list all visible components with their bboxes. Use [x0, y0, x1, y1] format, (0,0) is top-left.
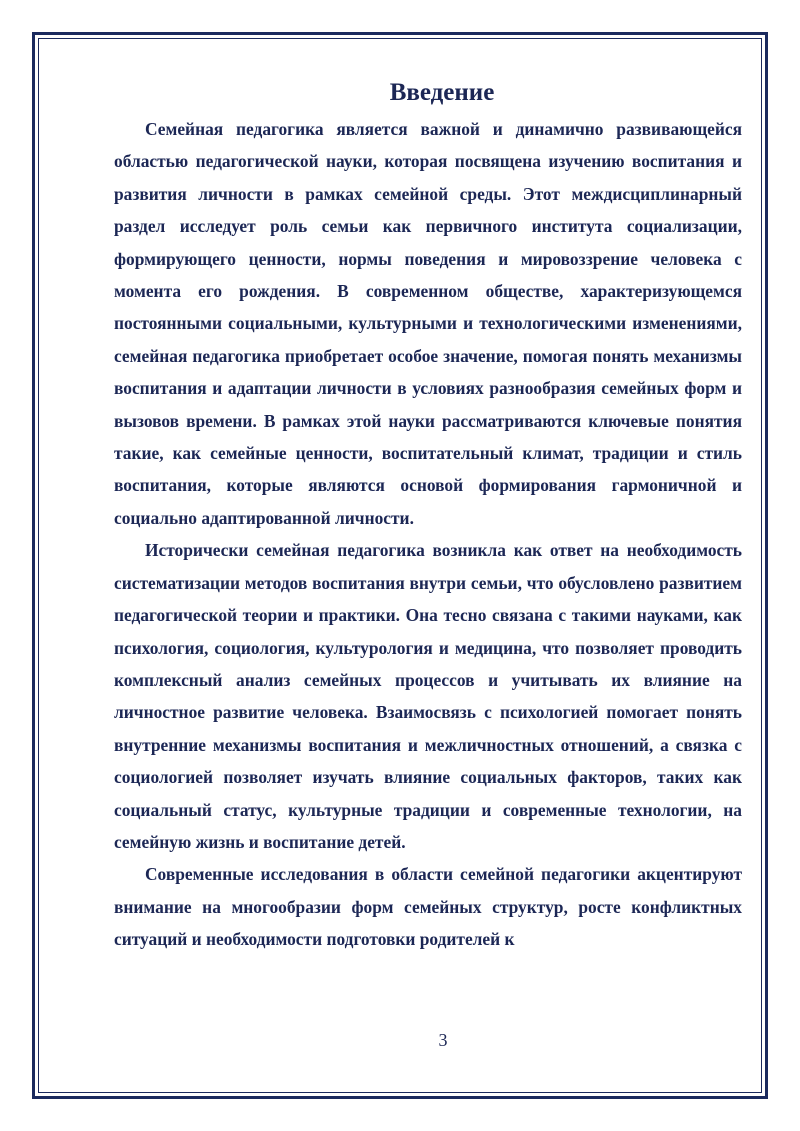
page-title: Введение — [389, 79, 495, 106]
paragraph-2: Исторически семейная педагогика возникла как ответ на необходимость систематизации методов воспитания внутри семьи, что обусловлено развитием педагогической теории и практики. Она тесно связана с такими науками, как психология, социология, культурология и медицина, что позволяет проводить комплексный анализ семейных процессов и учитывать их влияние на личностное развитие человека. Взаимосвязь с психологией помогает понять внутренние механизмы воспитания и межличностных отношений, а связка с социологией позволяет изучать влияние социальных факторов, таких как социальный статус, культурные традиции и современные технологии, на семейную жизнь и воспитание детей. — [114, 540, 742, 852]
page-number: 3 — [438, 1030, 448, 1050]
paragraph-3: Современные исследования в области семейной педагогики акцентируют внимание на многообразии форм семейных структур, росте конфликтных ситуаций и необходимости подготовки родителей к — [114, 864, 742, 950]
page-content — [114, 72, 742, 956]
paragraph-1: Семейная педагогика является важной и динамично развивающейся областью педагогической науки, которая посвящена изучению воспитания и развития личности в рамках семейной среды. Этот междисциплинарный раздел исследует роль семьи как первичного института социализации, формирующего ценности, нормы поведения и мировоззрение человека с момента его рождения. В современном обществе, характеризующемся постоянными социальными, культурными и технологическими изменениями, семейная педагогика приобретает особое значение, помогая понять механизмы воспитания и адаптации личности в условиях разнообразия семейных форм и вызовов времени. В рамках этой науки рассматриваются ключевые понятия такие, как семейные ценности, воспитательный климат, традиции и стиль воспитания, которые являются основой формирования гармоничной и социально адаптированной личности. — [114, 119, 742, 528]
